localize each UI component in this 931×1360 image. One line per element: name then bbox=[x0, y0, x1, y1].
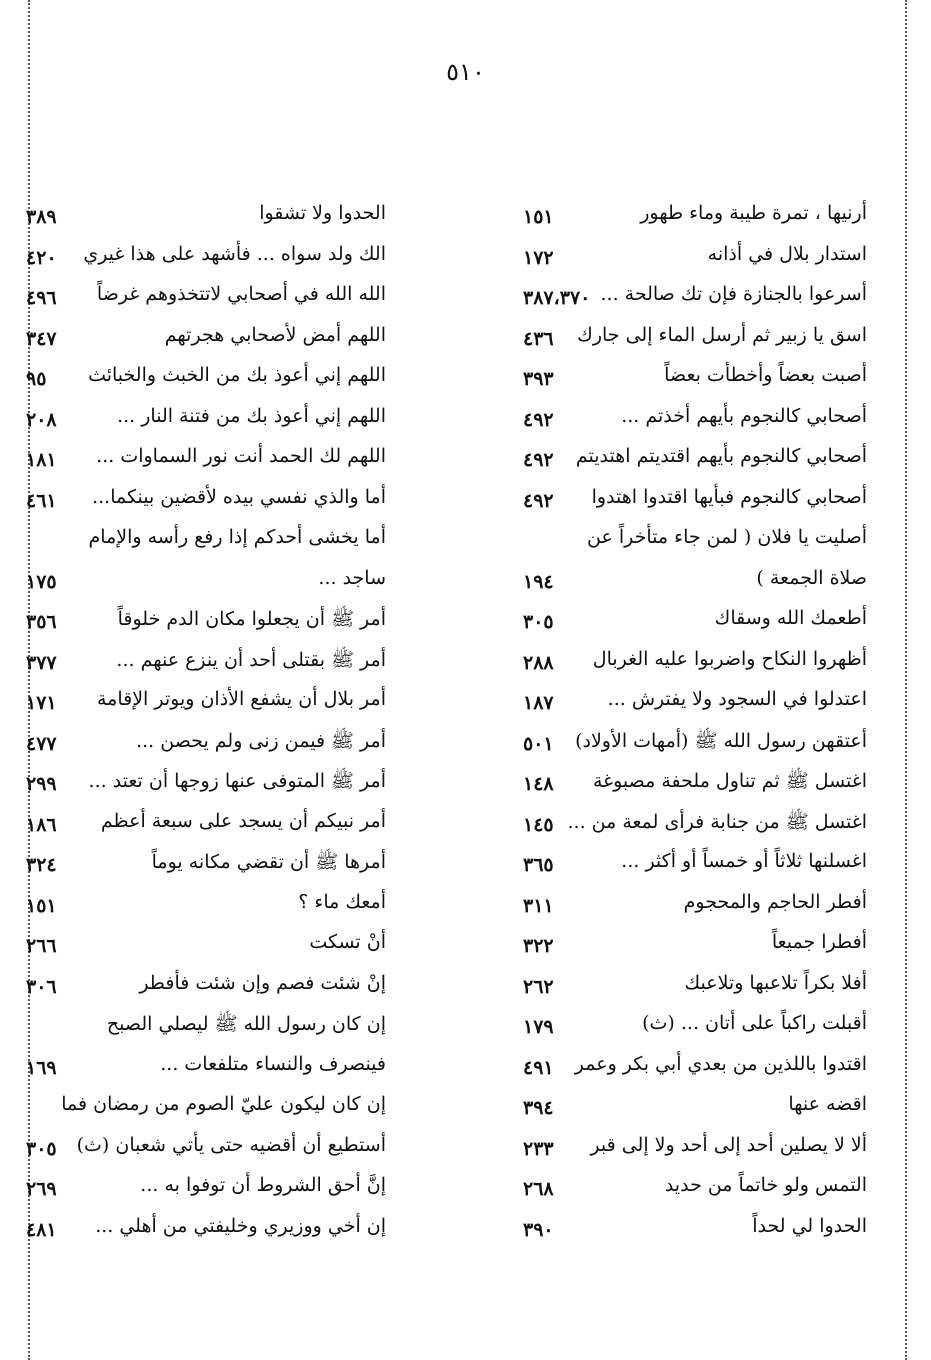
index-entry bbox=[485, 885, 905, 926]
index-entry bbox=[485, 439, 905, 480]
index-entry bbox=[8, 520, 428, 561]
index-entry bbox=[8, 318, 428, 359]
index-entry bbox=[8, 1168, 428, 1209]
hadith-text: أفطرا جميعاً bbox=[771, 931, 867, 953]
hadith-text: إنَّ أحق الشروط أن توفوا به ... bbox=[140, 1174, 386, 1196]
hadith-text: الله الله في أصحابي لاتتخذوهم غرضاً bbox=[96, 283, 386, 305]
hadith-text: اغتسل ﷺ ثم تناول ملحفة مصبوغة bbox=[592, 770, 867, 792]
index-entry bbox=[8, 804, 428, 845]
hadith-text: أنْ تسكت bbox=[309, 931, 386, 953]
page-reference: ١٧٥ bbox=[26, 570, 57, 593]
hadith-text: اقضه عنها bbox=[788, 1093, 867, 1115]
page-reference: ٣٩٠ bbox=[523, 1218, 554, 1241]
index-entry bbox=[8, 358, 428, 399]
hadith-text: أصبت بعضاً وأخطأت بعضاً bbox=[664, 364, 867, 386]
index-entry bbox=[485, 763, 905, 804]
page-reference: ٤٨١ bbox=[26, 1218, 57, 1241]
page-reference: ٢٨٨ bbox=[523, 651, 554, 674]
index-entry bbox=[485, 804, 905, 845]
hadith-text: أمر بلال أن يشفع الأذان ويوتر الإقامة bbox=[96, 688, 386, 710]
index-entry bbox=[485, 844, 905, 885]
hadith-text: اللهم إني أعوذ بك من الخبث والخبائث bbox=[88, 364, 386, 386]
index-entry bbox=[485, 1128, 905, 1169]
hadith-text: اقتدوا باللذين من بعدي أبي بكر وعمر bbox=[574, 1052, 867, 1075]
page-reference: ١٧٢ bbox=[523, 246, 554, 269]
hadith-text: أما يخشى أحدكم إذا رفع رأسه والإمام bbox=[88, 526, 386, 548]
hadith-text: أمر ﷺ بقتلى أحد أن ينزع عنهم ... bbox=[116, 648, 386, 671]
index-entry bbox=[485, 642, 905, 683]
index-entry bbox=[8, 1087, 428, 1128]
page-reference: ٣٩٤ bbox=[523, 1097, 554, 1119]
index-entry bbox=[8, 277, 428, 318]
index-entry bbox=[8, 1209, 428, 1250]
hadith-text: التمس ولو خاتماً من حديد bbox=[664, 1174, 867, 1196]
index-entry bbox=[8, 723, 428, 764]
hadith-text: أما والذي نفسي بيده لأقضين بينكما... bbox=[92, 485, 386, 508]
page-reference: ١٨٧ bbox=[523, 692, 554, 714]
hadith-text: ألا لا يصلين أحد إلى أحد ولا إلى قبر bbox=[590, 1133, 867, 1156]
index-column-left bbox=[8, 196, 428, 1249]
page-reference: ٩٥ bbox=[26, 368, 47, 390]
index-entry bbox=[8, 1006, 428, 1047]
hadith-text: اللهم إني أعوذ بك من فتنة النار ... bbox=[117, 404, 386, 427]
index-entry bbox=[8, 439, 428, 480]
index-entry bbox=[485, 480, 905, 521]
right-page-edge bbox=[905, 0, 907, 1360]
page-reference: ٤٩٢ bbox=[523, 489, 554, 512]
page-reference: ١٨٦ bbox=[26, 813, 57, 836]
hadith-text: أمر ﷺ فيمن زنى ولم يحصن ... bbox=[136, 729, 386, 752]
page-reference: ٣٨٩ bbox=[26, 206, 57, 228]
page-reference: ٢٦٩ bbox=[26, 1178, 57, 1200]
index-entry bbox=[485, 561, 905, 602]
index-entry bbox=[8, 237, 428, 278]
hadith-text: اغتسل ﷺ من جنابة فرأى لمعة من ... bbox=[567, 810, 867, 833]
index-entry bbox=[8, 763, 428, 804]
page-reference: ٢٠٨ bbox=[26, 408, 57, 431]
page-reference: ٤٩٦ bbox=[26, 287, 57, 309]
hadith-text: أصحابي كالنجوم بأيهم اقتديتم اهتديتم bbox=[575, 445, 867, 467]
page-reference: ٣٥٦ bbox=[26, 611, 57, 633]
hadith-text: أسرعوا بالجنازة فإن تك صالحة ... bbox=[600, 283, 867, 305]
hadith-text: الك ولد سواه ... فأشهد على هذا غيري bbox=[83, 242, 386, 265]
hadith-text: إنْ شئت فصم وإن شئت فأفطر bbox=[139, 971, 386, 994]
page-reference: ٢٦٢ bbox=[523, 975, 554, 998]
page-reference: ١٤٨ bbox=[523, 773, 554, 795]
index-entry bbox=[8, 561, 428, 602]
page-reference: ٣٢٤ bbox=[26, 854, 57, 876]
index-entry bbox=[485, 1209, 905, 1250]
hadith-text: صلاة الجمعة ) bbox=[756, 566, 867, 589]
page-reference: ٤٣٦ bbox=[523, 327, 554, 350]
page-reference: ٣٦٥ bbox=[523, 854, 554, 876]
hadith-text: إن أخي ووزيري وخليفتي من أهلي ... bbox=[95, 1214, 386, 1237]
index-entry bbox=[485, 237, 905, 278]
index-entry bbox=[8, 642, 428, 683]
page-reference: ٢٦٦ bbox=[26, 935, 57, 957]
page-reference: ٥٠١ bbox=[523, 732, 554, 755]
page-reference: ٣١١ bbox=[523, 894, 554, 917]
hadith-text: اللهم أمض لأصحابي هجرتهم bbox=[164, 323, 386, 346]
hadith-text: أستطيع أن أقضيه حتى يأتي شعبان (ث) bbox=[76, 1133, 386, 1156]
index-entry bbox=[8, 601, 428, 642]
index-entry bbox=[485, 682, 905, 723]
hadith-text: أصحابي كالنجوم فبأيها اقتدوا اهتدوا bbox=[591, 485, 867, 508]
index-entry bbox=[8, 399, 428, 440]
page-reference: ٣٢٢ bbox=[523, 935, 554, 957]
page-reference: ٤٢٠ bbox=[26, 246, 57, 269]
index-entry bbox=[8, 844, 428, 885]
page-reference: ٤٧٧ bbox=[26, 732, 57, 755]
hadith-text: فينصرف والنساء متلفعات ... bbox=[160, 1052, 386, 1075]
index-entry bbox=[485, 1047, 905, 1088]
page-reference: ٣٧٧ bbox=[26, 651, 57, 674]
hadith-text: أمرها ﷺ أن تقضي مكانه يوماً bbox=[151, 851, 386, 873]
page-reference: ١٧١ bbox=[26, 692, 57, 714]
page-reference: ٣٠٦ bbox=[26, 975, 57, 998]
index-entry bbox=[485, 358, 905, 399]
page-reference: ١٨١ bbox=[26, 449, 57, 471]
hadith-text: أمعك ماء ؟ bbox=[298, 890, 386, 913]
page-number: ٥١٠ bbox=[446, 58, 485, 86]
hadith-text: أصحابي كالنجوم بأيهم أخذتم ... bbox=[621, 404, 867, 427]
index-entry bbox=[8, 1128, 428, 1169]
index-entry bbox=[8, 480, 428, 521]
index-entry bbox=[485, 1168, 905, 1209]
index-entry bbox=[485, 196, 905, 237]
page-reference: ٣٩٣ bbox=[523, 368, 554, 390]
page-reference: ١٥١ bbox=[523, 206, 554, 228]
hadith-text: أفطر الحاجم والمحجوم bbox=[683, 890, 867, 913]
index-entry bbox=[485, 520, 905, 561]
page-reference: ١٤٥ bbox=[523, 813, 554, 836]
index-entry bbox=[8, 966, 428, 1007]
index-column-right bbox=[485, 196, 905, 1249]
index-entry bbox=[8, 885, 428, 926]
index-entry bbox=[485, 1006, 905, 1047]
index-entry bbox=[485, 966, 905, 1007]
hadith-text: أطعمك الله وسقاك bbox=[714, 607, 867, 629]
page-reference: ٤٩١ bbox=[523, 1056, 554, 1079]
index-entry bbox=[8, 925, 428, 966]
hadith-text: اغسلنها ثلاثاً أو خمساً أو أكثر ... bbox=[621, 850, 867, 872]
page-reference: ٢٣٣ bbox=[523, 1137, 554, 1160]
index-entry bbox=[8, 1047, 428, 1088]
index-entry bbox=[485, 318, 905, 359]
index-entry bbox=[8, 682, 428, 723]
page-reference: ٢٩٩ bbox=[26, 773, 57, 795]
page-reference: ٤٩٢ bbox=[523, 449, 554, 471]
page-reference: ١٧٩ bbox=[523, 1016, 554, 1038]
index-entry bbox=[485, 1087, 905, 1128]
hadith-text: الحدوا ولا تشقوا bbox=[259, 202, 386, 224]
page-reference: ٣٤٧ bbox=[26, 327, 57, 350]
page-reference: ٤٦١ bbox=[26, 489, 57, 512]
index-entry bbox=[485, 399, 905, 440]
hadith-text: إن كان رسول الله ﷺ ليصلي الصبح bbox=[106, 1013, 386, 1035]
index-entry bbox=[485, 723, 905, 764]
hadith-text: اسق يا زبير ثم أرسل الماء إلى جارك bbox=[577, 323, 867, 346]
page-reference: ٢٦٨ bbox=[523, 1178, 554, 1200]
index-entry bbox=[485, 601, 905, 642]
index-entry bbox=[485, 925, 905, 966]
hadith-text: أعتقهن رسول الله ﷺ (أمهات الأولاد) bbox=[575, 729, 867, 752]
hadith-text: أمر ﷺ المتوفى عنها زوجها أن تعتد ... bbox=[88, 770, 386, 792]
hadith-text: الحدوا لي لحداً bbox=[752, 1214, 867, 1237]
page-reference: ٣٨٧،٣٧٠ bbox=[523, 287, 591, 309]
page-reference: ٣٠٥ bbox=[523, 611, 554, 633]
hadith-text: أرنيها ، تمرة طيبة وماء طهور bbox=[640, 202, 867, 224]
hadith-text: اللهم لك الحمد أنت نور السماوات ... bbox=[96, 445, 386, 467]
hadith-text: استدار بلال في أذانه bbox=[707, 242, 867, 265]
hadith-text: اعتدلوا في السجود ولا يفترش ... bbox=[607, 688, 867, 710]
hadith-text: إن كان ليكون عليّ الصوم من رمضان فما bbox=[61, 1093, 386, 1115]
hadith-text: أفلا بكراً تلاعبها وتلاعبك bbox=[684, 971, 867, 994]
index-entry bbox=[485, 277, 905, 318]
index-entry bbox=[8, 196, 428, 237]
hadith-text: أصليت يا فلان ( لمن جاء متأخراً عن bbox=[587, 526, 867, 548]
hadith-text: أقبلت راكباً على أتان ... (ث) bbox=[642, 1012, 867, 1034]
hadith-text: ساجد ... bbox=[318, 566, 386, 589]
page-reference: ٤٩٢ bbox=[523, 408, 554, 431]
hadith-text: أمر نبيكم أن يسجد على سبعة أعظم bbox=[100, 809, 386, 832]
page-reference: ١٥١ bbox=[26, 894, 57, 917]
hadith-text: أظهروا النكاح واضربوا عليه الغربال bbox=[592, 647, 867, 670]
page-reference: ١٩٤ bbox=[523, 570, 554, 593]
page-reference: ١٦٩ bbox=[26, 1056, 57, 1079]
hadith-text: أمر ﷺ أن يجعلوا مكان الدم خلوقاً bbox=[117, 608, 386, 630]
page-reference: ٣٠٥ bbox=[26, 1137, 57, 1160]
